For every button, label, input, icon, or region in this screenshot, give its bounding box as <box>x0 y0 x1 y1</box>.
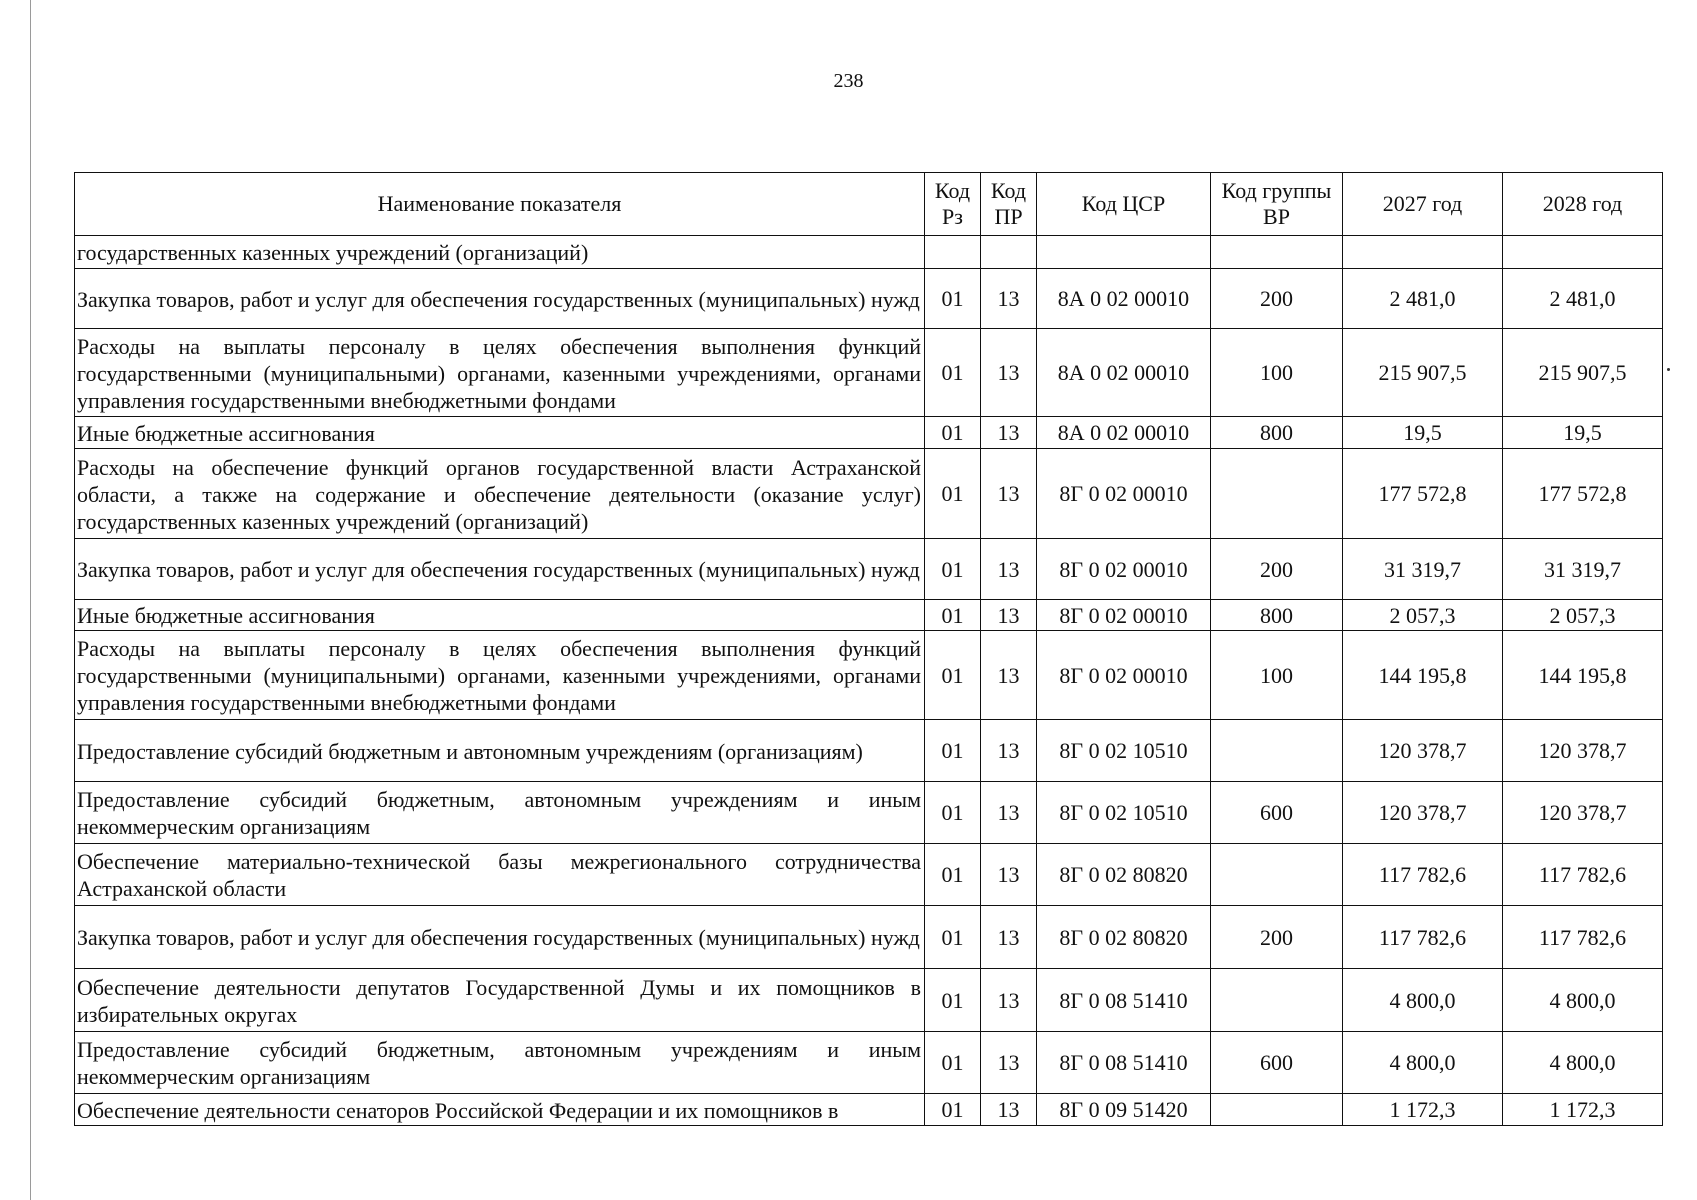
row-vr <box>1211 969 1343 1032</box>
row-csr <box>1037 236 1211 269</box>
row-name: Предоставление субсидий бюджетным, автономным учреждениям и иным некоммерческим организациям <box>75 1032 925 1094</box>
row-vr <box>1211 844 1343 906</box>
row-rz: 01 <box>925 1094 981 1126</box>
row-name: Расходы на выплаты персоналу в целях обеспечения выполнения функций государственными (муниципальными) органами, казенными учреждениями, органами управления государственными внебюджетными фондами <box>75 329 925 417</box>
scan-edge-line <box>30 0 31 1200</box>
header-2027: 2027 год <box>1343 173 1503 236</box>
row-name: Иные бюджетные ассигнования <box>75 600 925 631</box>
row-name: Предоставление субсидий бюджетным, автономным учреждениям и иным некоммерческим организациям <box>75 782 925 844</box>
row-rz: 01 <box>925 844 981 906</box>
row-vr: 600 <box>1211 782 1343 844</box>
row-pr: 13 <box>981 844 1037 906</box>
row-csr: 8Г 0 02 00010 <box>1037 449 1211 539</box>
row-rz: 01 <box>925 600 981 631</box>
row-2028: 144 195,8 <box>1503 631 1663 720</box>
row-vr: 100 <box>1211 329 1343 417</box>
row-pr: 13 <box>981 906 1037 969</box>
header-vr: Код группы ВР <box>1211 173 1343 236</box>
row-name: Закупка товаров, работ и услуг для обеспечения государственных (муниципальных) нужд <box>75 269 925 329</box>
row-pr: 13 <box>981 1094 1037 1126</box>
row-rz: 01 <box>925 539 981 600</box>
table-row <box>75 269 1663 329</box>
row-2027: 31 319,7 <box>1343 539 1503 600</box>
table-row <box>75 969 1663 1032</box>
row-2028: 117 782,6 <box>1503 906 1663 969</box>
header-pr: Код ПР <box>981 173 1037 236</box>
row-2027: 1 172,3 <box>1343 1094 1503 1126</box>
row-name: Обеспечение деятельности депутатов Государственной Думы и их помощников в избирательных округах <box>75 969 925 1032</box>
row-2028: 31 319,7 <box>1503 539 1663 600</box>
row-2028: 19,5 <box>1503 417 1663 449</box>
row-rz: 01 <box>925 906 981 969</box>
row-2027: 117 782,6 <box>1343 844 1503 906</box>
row-csr: 8А 0 02 00010 <box>1037 269 1211 329</box>
row-csr: 8Г 0 08 51410 <box>1037 969 1211 1032</box>
row-name: Закупка товаров, работ и услуг для обеспечения государственных (муниципальных) нужд <box>75 906 925 969</box>
row-pr: 13 <box>981 720 1037 782</box>
row-vr: 100 <box>1211 631 1343 720</box>
header-csr: Код ЦСР <box>1037 173 1211 236</box>
table-row <box>75 1032 1663 1094</box>
row-2028: 2 057,3 <box>1503 600 1663 631</box>
row-pr: 13 <box>981 600 1037 631</box>
row-name: Расходы на выплаты персоналу в целях обеспечения выполнения функций государственными (муниципальными) органами, казенными учреждениями, органами управления государственными внебюджетными фондами <box>75 631 925 720</box>
row-name: Расходы на обеспечение функций органов государственной власти Астраханской области, а также на содержание и обеспечение деятельности (оказание услуг) государственных казенных учреждений (организаций) <box>75 449 925 539</box>
row-vr: 800 <box>1211 417 1343 449</box>
row-csr: 8Г 0 02 00010 <box>1037 600 1211 631</box>
row-2027: 215 907,5 <box>1343 329 1503 417</box>
row-2027: 4 800,0 <box>1343 969 1503 1032</box>
row-name: Обеспечение деятельности сенаторов Российской Федерации и их помощников в <box>75 1094 925 1126</box>
row-pr: 13 <box>981 417 1037 449</box>
row-rz: 01 <box>925 269 981 329</box>
table-header-row <box>75 173 1663 236</box>
header-2028: 2028 год <box>1503 173 1663 236</box>
row-2028: 215 907,5 <box>1503 329 1663 417</box>
row-name: Обеспечение материально-технической базы межрегионального сотрудничества Астраханской области <box>75 844 925 906</box>
row-2027: 120 378,7 <box>1343 782 1503 844</box>
row-2028: 1 172,3 <box>1503 1094 1663 1126</box>
row-csr: 8Г 0 02 10510 <box>1037 782 1211 844</box>
row-pr: 13 <box>981 969 1037 1032</box>
row-rz: 01 <box>925 1032 981 1094</box>
row-2028: 4 800,0 <box>1503 1032 1663 1094</box>
row-rz: 01 <box>925 329 981 417</box>
row-2027: 117 782,6 <box>1343 906 1503 969</box>
budget-table <box>74 172 1663 1126</box>
header-name: Наименование показателя <box>75 173 925 236</box>
row-2027: 144 195,8 <box>1343 631 1503 720</box>
table-row <box>75 631 1663 720</box>
row-csr: 8Г 0 02 80820 <box>1037 906 1211 969</box>
row-vr: 200 <box>1211 539 1343 600</box>
row-2028: 2 481,0 <box>1503 269 1663 329</box>
table-row <box>75 1094 1663 1126</box>
row-2028: 177 572,8 <box>1503 449 1663 539</box>
row-2028 <box>1503 236 1663 269</box>
row-csr: 8Г 0 09 51420 <box>1037 1094 1211 1126</box>
row-pr: 13 <box>981 449 1037 539</box>
row-rz: 01 <box>925 969 981 1032</box>
row-pr: 13 <box>981 1032 1037 1094</box>
row-name: Иные бюджетные ассигнования <box>75 417 925 449</box>
row-csr: 8Г 0 08 51410 <box>1037 1032 1211 1094</box>
row-2027: 4 800,0 <box>1343 1032 1503 1094</box>
table-row <box>75 329 1663 417</box>
row-2028: 4 800,0 <box>1503 969 1663 1032</box>
table-row <box>75 539 1663 600</box>
row-csr: 8А 0 02 00010 <box>1037 329 1211 417</box>
row-2028: 117 782,6 <box>1503 844 1663 906</box>
header-rz: Код Рз <box>925 173 981 236</box>
table-row <box>75 720 1663 782</box>
row-pr: 13 <box>981 539 1037 600</box>
row-vr: 200 <box>1211 906 1343 969</box>
row-rz: 01 <box>925 720 981 782</box>
row-2027 <box>1343 236 1503 269</box>
row-pr: 13 <box>981 269 1037 329</box>
table-row <box>75 600 1663 631</box>
row-vr: 600 <box>1211 1032 1343 1094</box>
row-csr: 8Г 0 02 00010 <box>1037 539 1211 600</box>
row-pr <box>981 236 1037 269</box>
table-row <box>75 449 1663 539</box>
row-csr: 8А 0 02 00010 <box>1037 417 1211 449</box>
table-row <box>75 236 1663 269</box>
table-row <box>75 844 1663 906</box>
row-rz <box>925 236 981 269</box>
table-row <box>75 906 1663 969</box>
row-vr <box>1211 1094 1343 1126</box>
row-2027: 2 057,3 <box>1343 600 1503 631</box>
row-rz: 01 <box>925 417 981 449</box>
row-vr: 200 <box>1211 269 1343 329</box>
row-2027: 120 378,7 <box>1343 720 1503 782</box>
table-row <box>75 782 1663 844</box>
row-name: Предоставление субсидий бюджетным и автономным учреждениям (организациям) <box>75 720 925 782</box>
row-csr: 8Г 0 02 10510 <box>1037 720 1211 782</box>
row-rz: 01 <box>925 449 981 539</box>
row-2028: 120 378,7 <box>1503 720 1663 782</box>
row-vr <box>1211 449 1343 539</box>
row-pr: 13 <box>981 329 1037 417</box>
row-vr <box>1211 720 1343 782</box>
row-2027: 2 481,0 <box>1343 269 1503 329</box>
row-csr: 8Г 0 02 80820 <box>1037 844 1211 906</box>
row-rz: 01 <box>925 631 981 720</box>
row-vr <box>1211 236 1343 269</box>
row-csr: 8Г 0 02 00010 <box>1037 631 1211 720</box>
page-number: 238 <box>833 70 864 92</box>
row-vr: 800 <box>1211 600 1343 631</box>
scan-speck <box>1667 368 1670 371</box>
row-2027: 177 572,8 <box>1343 449 1503 539</box>
row-pr: 13 <box>981 631 1037 720</box>
table-row <box>75 417 1663 449</box>
row-2028: 120 378,7 <box>1503 782 1663 844</box>
row-name: государственных казенных учреждений (организаций) <box>75 236 925 269</box>
row-2027: 19,5 <box>1343 417 1503 449</box>
row-name: Закупка товаров, работ и услуг для обеспечения государственных (муниципальных) нужд <box>75 539 925 600</box>
row-pr: 13 <box>981 782 1037 844</box>
row-rz: 01 <box>925 782 981 844</box>
